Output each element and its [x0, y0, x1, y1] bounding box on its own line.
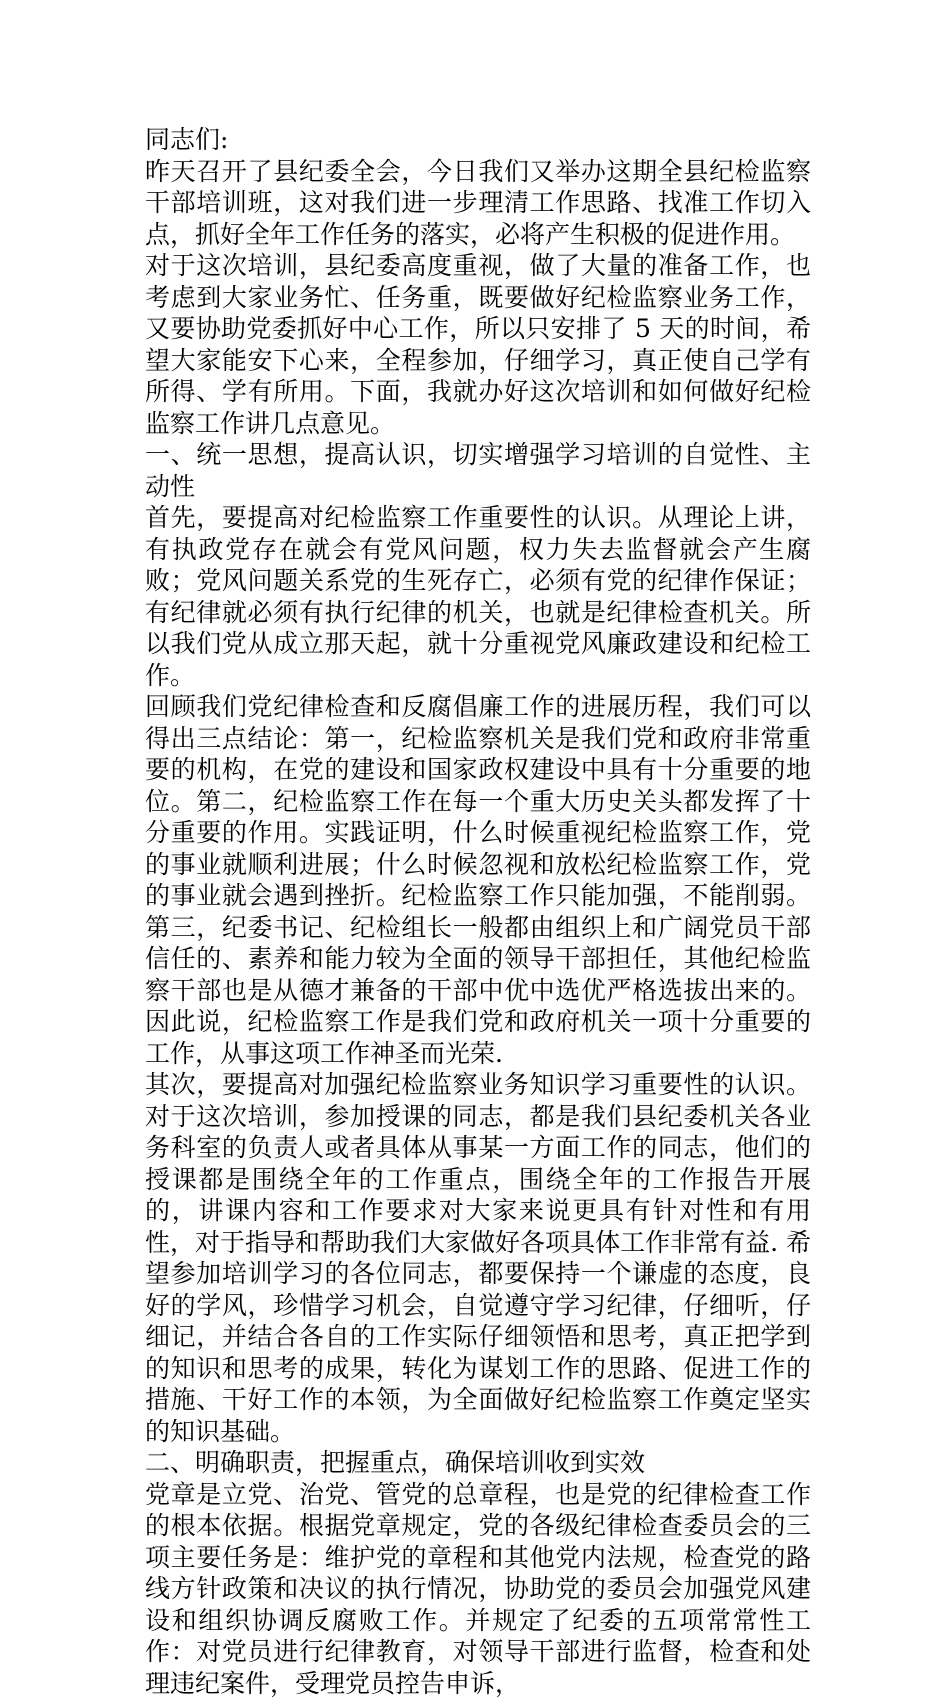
paragraph-conclusions: 回顾我们党纪律检查和反腐倡廉工作的进展历程，我们可以得出三点结论：第一，纪检监察机关是我们党和政府非常重要的机构，在党的建设和国家政权建设中具有十分重要的地位。第二，纪检监察工作在每一个重大历史关头都发挥了十分重要的作用。实践证明，什么时候重视纪检监察工作，党的事业就顺利进展；什么时候忽视和放松纪检监察工作，党的事业就会遇到挫折。纪检监察工作只能加强，不能削弱。第三，纪委书记、纪检组长一般都由组织上和广阔党员干部信任的、素养和能力较为全面的领导干部担任，其他纪检监察干部也是从德才兼备的干部中优中选优严格选拔出来的。因此说，纪检监察工作是我们党和政府机关一项十分重要的工作，从事这项工作神圣而光荣.: [145, 691, 811, 1069]
paragraph-party-constitution: 党章是立党、治党、管党的总章程，也是党的纪律检查工作的根本依据。根据党章规定，党的各级纪律检查委员会的三项主要任务是：维护党的章程和其他党内法规，检查党的路线方针政策和决议的执行情况，协助党的委员会加强党风建设和组织协调反腐败工作。并规定了纪委的五项常常性工作：对党员进行纪律教育，对领导干部进行监督，检查和处理违纪案件，受理党员控告申诉，: [145, 1479, 811, 1699]
paragraph-study: 其次，要提高对加强纪检监察业务知识学习重要性的认识。对于这次培训，参加授课的同志，都是我们县纪委机关各业务科室的负责人或者具体从事某一方面工作的同志，他们的授课都是围绕全年的工作重点，围绕全年的工作报告开展的，讲课内容和工作要求对大家来说更具有针对性和有用性，对于指导和帮助我们大家做好各项具体工作非常有益. 希望参加培训学习的各位同志，都要保持一个谦虚的态度，良好的学风，珍惜学习机会，自觉遵守学习纪律，仔细听，仔细记，并结合各自的工作实际仔细领悟和思考，真正把学到的知识和思考的成果，转化为谋划工作的思路、促进工作的措施、干好工作的本领，为全面做好纪检监察工作奠定坚实的知识基础。: [145, 1069, 811, 1447]
section-heading-1: 一、统一思想，提高认识，切实增强学习培训的自觉性、主动性: [145, 439, 811, 502]
document-page: [145, 124, 811, 1699]
paragraph-training-arrangement: 对于这次培训，县纪委高度重视，做了大量的准备工作，也考虑到大家业务忙、任务重，既要做好纪检监察业务工作，又要协助党委抓好中心工作，所以只安排了 5 天的时间，希望大家能安下心来，全程参加，仔细学习，真正使自己学有所得、学有所用。下面，我就办好这次培训和如何做好纪检监察工作讲几点意见。: [145, 250, 811, 439]
salutation: 同志们:: [145, 124, 811, 156]
section-heading-2: 二、明确职责，把握重点，确保培训收到实效: [145, 1447, 811, 1479]
paragraph-importance: 首先，要提高对纪检监察工作重要性的认识。从理论上讲，有执政党存在就会有党风问题，权力失去监督就会产生腐败；党风问题关系党的生死存亡，必须有党的纪律作保证；有纪律就必须有执行纪律的机关，也就是纪律检查机关。所以我们党从成立那天起，就十分重视党风廉政建设和纪检工作。: [145, 502, 811, 691]
paragraph-intro: 昨天召开了县纪委全会，今日我们又举办这期全县纪检监察干部培训班，这对我们进一步理清工作思路、找准工作切入点，抓好全年工作任务的落实，必将产生积极的促进作用。: [145, 156, 811, 251]
